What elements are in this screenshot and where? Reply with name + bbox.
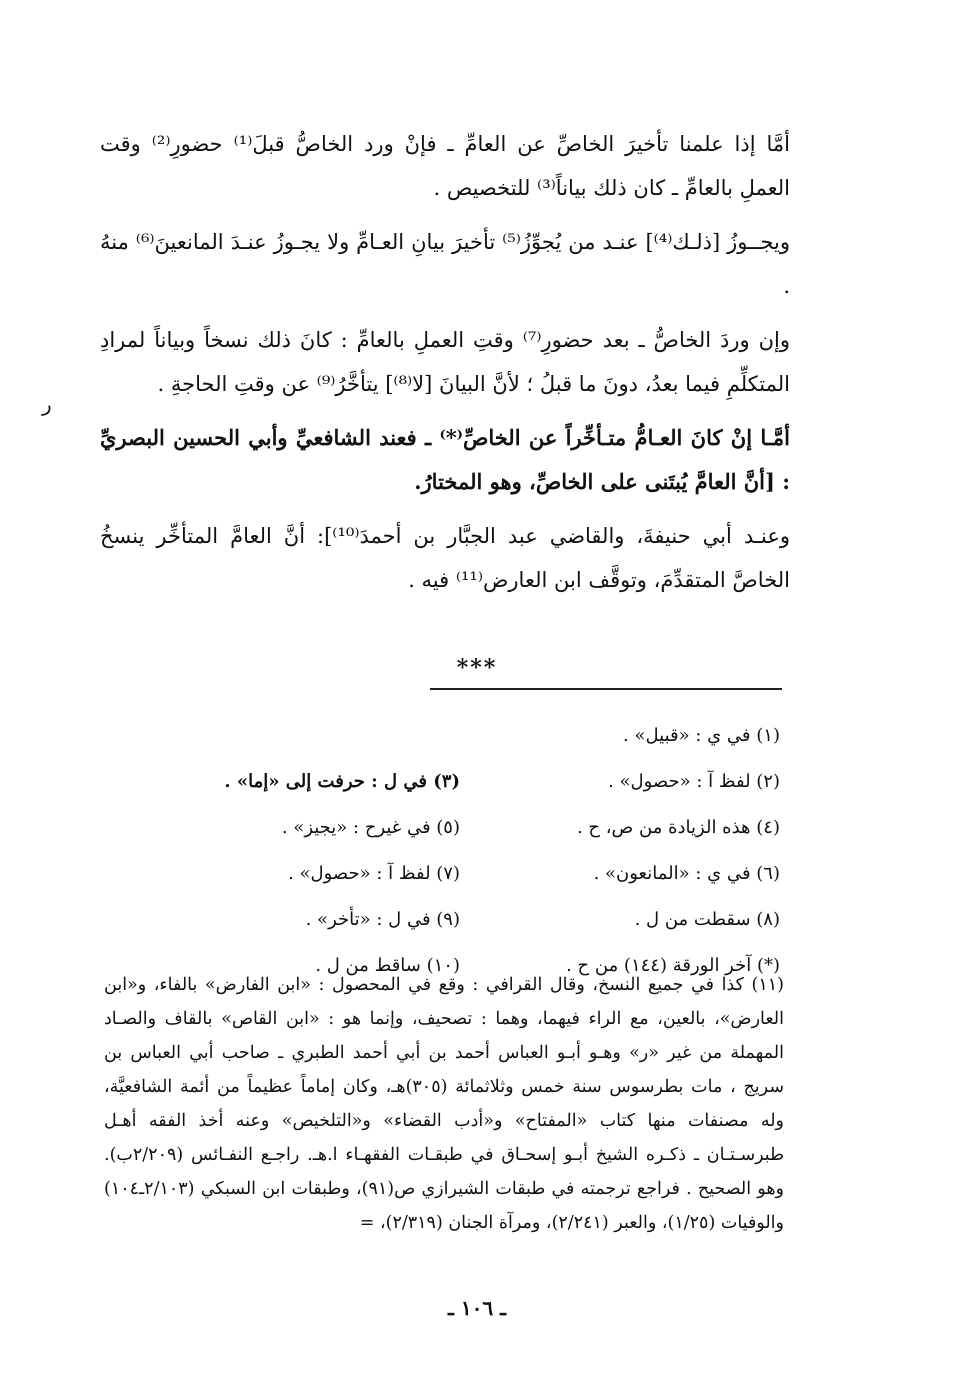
paragraph-4: [100, 416, 790, 504]
margin-annotation: ر: [42, 392, 52, 416]
paragraph-3-text: وإن وردَ الخاصُّ ـ بعد حضورِ⁽⁷⁾ وقتِ العملِ بالعامِّ : كانَ ذلك نسخاً وبياناً لمرادِ المتكلِّمِ فيما بعدُ، دونَ ما قبلُ ؛ لأنَّ البيانَ [لا⁽⁸⁾] يتأخَّرُ⁽⁹⁾ عن وقتِ الحاجةِ .: [100, 328, 790, 396]
paragraph-3: [100, 318, 790, 406]
paragraph-1: [100, 122, 790, 210]
footnote-5: (٥) في غيرح : «يجيز» .: [281, 816, 460, 838]
footnotes-short: [220, 712, 780, 988]
paragraph-4-text: أمَّـا إنْ كانَ العـامُّ متـأخِّراً عن الخاصِّ⁽*⁾ ـ فعند الشافعيِّ وأبي الحسين البصريِّ : [أنَّ العامَّ يُبتَنى على الخاصِّ، وهو المختارُ.: [100, 425, 790, 494]
page-number: ـ ١٠٦ ـ: [448, 1296, 506, 1320]
footnote-4: (٤) هذه الزيادة من ص، ح .: [576, 816, 780, 838]
section-separator: ***: [456, 655, 498, 681]
paragraph-1-text: أمَّا إذا علمنا تأخيرَ الخاصِّ عن العامِّ ـ فإنْ ورد الخاصُّ قبلَ⁽¹⁾ حضورِ⁽²⁾ وقت العملِ بالعامِّ ـ كان ذلك بياناً⁽³⁾ للتخصيص .: [100, 132, 790, 200]
footnote-11: (١١) كذا في جميع النسخ، وقال القرافي : وقع في المحصول : «ابن الفارض» بالفاء، و«ابن العارض»، بالعين، مع الراء فيهما، وهما : تصحيف، وإنما هو : «ابن القاص» بالقاف والصـاد المهملة من غير «ر» وهـو أبـو العباس أحمد بن أبي أحمد الطبري ـ صاحب أبي العباس بن سريج ، مات بطرسوس سنة خمس وثلاثمائة (٣٠٥)هـ، وكان إماماً عظيماً من أئمة الشافعيَّة، وله مصنفات منها كتاب «المفتاح» و«أدب القضاء» و«التلخيص» وعنه أخذ الفقه أهـل طبرسـتـان ـ ذكـره الشيخ أبـو إسحـاق في طبقـات الفقهـاء ا.هـ. راجـع النفـائس (٢/٢٠٩ب). وهو الصحيح . فراجع ترجمته في طبقات الشيرازي ص(٩١)، وطبقات ابن السبكي (٢/١٠٣ـ١٠٤) والوفيات (١/٢٥)، والعبر (٢/٢٤١)، ومرآة الجنان (٢/٣١٩)، =: [104, 975, 785, 1233]
footnote-7: (٧) لفظ آ : «حصول» .: [288, 862, 460, 884]
footnote-1: (١) في ي : «قبيل» .: [623, 724, 780, 746]
footnote-9: (٩) في ل : «تأخر» .: [305, 908, 460, 930]
paragraph-5: [100, 514, 790, 602]
footnote-2: (٢) لفظ آ : «حصول» .: [608, 770, 780, 792]
footnote-3: (٣) في ل : حرفت إلى «إما» .: [224, 770, 460, 792]
main-text-body: [100, 122, 790, 612]
footnote-10: (١٠) ساقط من ل .: [315, 954, 460, 976]
footnote-row: [220, 896, 780, 942]
footnote-6: (٦) في ي : «المانعون» .: [593, 862, 780, 884]
paragraph-2-text: ويجــوزُ [ذلـك⁽⁴⁾] عنـد من يُجوِّزُ⁽⁵⁾ تأخيرَ بيانِ العـامِّ ولا يجـوزُ عنـدَ المانعينَ⁽⁶⁾ منهُ .: [100, 230, 790, 298]
footnote-8: (٨) سقطت من ل .: [634, 908, 780, 930]
footnote-row: [220, 712, 780, 758]
paragraph-5-text: وعنـد أبي حنيفةَ، والقاضي عبد الجبَّار بن أحمدَ⁽¹⁰⁾]: أنَّ العامَّ المتأخِّر ينسخُ الخاصَّ المتقدِّمَ، وتوقَّف ابن العارض⁽¹¹⁾ فيه .: [100, 524, 791, 592]
footnote-divider: [430, 688, 782, 690]
footnote-star: (*) آخر الورقة (١٤٤) من ح .: [566, 954, 780, 976]
footnote-row: [220, 758, 780, 804]
footnote-row: [220, 850, 780, 896]
paragraph-2: [100, 220, 790, 308]
footnote-row: [220, 804, 780, 850]
